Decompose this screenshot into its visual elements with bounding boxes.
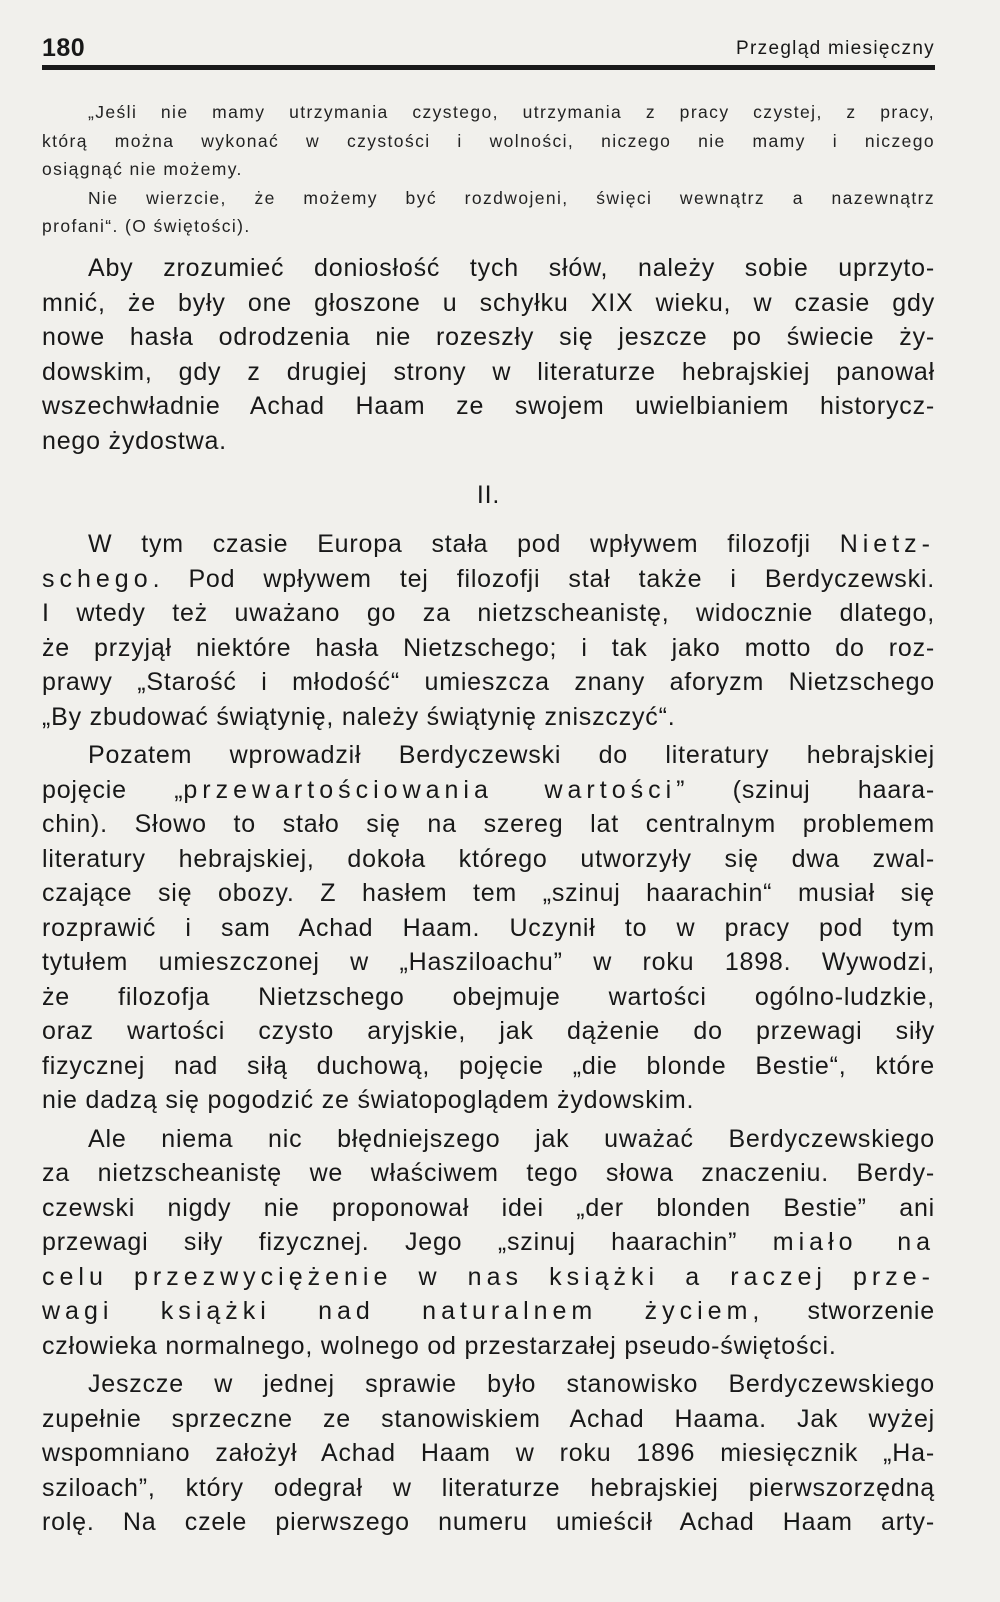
page-header bbox=[42, 34, 935, 64]
text-line: za nietzscheanistę we właściwem tego słowa znaczeniu. Berdy- bbox=[42, 1159, 935, 1187]
header-rule bbox=[42, 65, 935, 70]
text-line: tytułem umieszczonej w „Hasziloachu” w roku 1898. Wywodzi, bbox=[42, 948, 935, 976]
paragraph bbox=[42, 98, 935, 184]
text-line: człowieka normalnego, wolnego od przestarzałej pseudo-świętości. bbox=[42, 1331, 837, 1360]
intro-text bbox=[42, 251, 935, 458]
text-line: czające się obozy. Z hasłem tem „szinuj haarachin“ musiał się bbox=[42, 879, 935, 907]
paragraph bbox=[42, 251, 935, 458]
text-line: rolę. Na czele pierwszego numeru umieścił Achad Haam arty- bbox=[42, 1508, 935, 1536]
text-line: dowskim, gdy z drugiej strony w literaturze hebrajskiej panował bbox=[42, 357, 935, 386]
text-segment: stworzenie bbox=[764, 1297, 935, 1325]
text-line: Aby zrozumieć doniosłość tych słów, należy sobie uprzyto- bbox=[88, 254, 935, 282]
text-line: że przyjął niektóre hasła Nietzschego; i tak jako motto do roz- bbox=[42, 633, 935, 662]
text-line: nego żydostwa. bbox=[42, 426, 227, 455]
text-line: sziloach”, który odegrał w literaturze hebrajskiej pierwszorzędną bbox=[42, 1473, 935, 1502]
text-line: fizycznej nad siłą duchową, pojęcie „die blonde Bestie“, które bbox=[42, 1051, 935, 1080]
quote-block bbox=[42, 98, 935, 241]
text-line: nie dadzą się pogodzić ze światopoglądem żydowskim. bbox=[42, 1086, 695, 1114]
paragraph bbox=[42, 1122, 935, 1364]
text-line bbox=[42, 1260, 935, 1295]
text-line: wspomniano założył Achad Haam w roku 1896 miesięcznik „Ha- bbox=[42, 1439, 935, 1467]
text-line bbox=[42, 1294, 935, 1329]
text-segment: pojęcie „ bbox=[42, 775, 184, 804]
running-title: Przegląd miesięczny bbox=[736, 38, 935, 59]
text-line: literatury hebrajskiej, dokoła którego utworzyły się dwa zwal- bbox=[42, 844, 935, 873]
paragraph bbox=[42, 527, 935, 734]
spaced-emphasis-text: celu przezwyciężenie w nas książki a raczej prze- bbox=[42, 1262, 935, 1291]
text-line: osiągnąć nie możemy. bbox=[42, 159, 243, 180]
text-line: oraz wartości czysto aryjskie, jak dążenie do przewagi siły bbox=[42, 1017, 935, 1045]
spaced-emphasis-text: przewartościowania wartości bbox=[183, 775, 677, 804]
text-line: czewski nigdy nie proponował idei „der blonden Bestie” ani bbox=[42, 1193, 935, 1222]
text-segment: ” (szinuj haara- bbox=[676, 775, 935, 804]
spaced-emphasis-text: Nietz- bbox=[839, 530, 935, 558]
text-line: I wtedy też uważano go za nietzscheanistę, widocznie dlatego, bbox=[42, 599, 935, 627]
text-line: nowe hasła odrodzenia nie rozeszły się jeszcze po świecie ży- bbox=[42, 323, 935, 351]
text-line: Pozatem wprowadził Berdyczewski do literatury hebrajskiej bbox=[88, 741, 935, 769]
text-segment: W tym czasie Europa stała pod wpływem filozofji bbox=[88, 530, 840, 558]
text-line: profani“. (O świętości). bbox=[42, 216, 251, 237]
text-line: chin). Słowo to stało się na szereg lat centralnym problemem bbox=[42, 810, 935, 838]
paragraph bbox=[42, 738, 935, 1118]
section-2-text bbox=[42, 527, 935, 1540]
text-line: „Jeśli nie mamy utrzymania czystego, utrzymania z pracy czystej, z pracy, bbox=[88, 102, 935, 122]
text-line bbox=[42, 562, 935, 597]
text-line: wszechwładnie Achad Haam ze swojem uwielbianiem historycz- bbox=[42, 392, 935, 420]
text-segment: . Pod wpływem tej filozofji stał także i Berdyczewski. bbox=[152, 564, 935, 593]
text-line: Jeszcze w jednej sprawie było stanowisko Berdyczewskiego bbox=[88, 1370, 935, 1398]
page-number: 180 bbox=[42, 34, 86, 62]
text-line bbox=[42, 1225, 935, 1260]
text-line: rozprawić i sam Achad Haam. Uczynił to w pracy pod tym bbox=[42, 913, 935, 942]
text-line bbox=[42, 527, 935, 562]
text-line: Nie wierzcie, że możemy być rozdwojeni, święci wewnątrz a nazewnątrz bbox=[88, 187, 935, 208]
text-line: mnić, że były one głoszone u schyłku XIX wieku, w czasie gdy bbox=[42, 288, 935, 317]
paragraph bbox=[42, 1367, 935, 1540]
paragraph bbox=[42, 184, 935, 241]
text-line: Ale niema nic błędniejszego jak uważać Berdyczewskiego bbox=[88, 1124, 935, 1153]
text-line: że filozofja Nietzschego obejmuje wartości ogólno-ludzkie, bbox=[42, 982, 935, 1011]
spaced-emphasis-text: wagi książki nad naturalnem życiem, bbox=[42, 1297, 765, 1325]
section-heading: II. bbox=[476, 481, 501, 509]
text-line: prawy „Starość i młodość“ umieszcza znany aforyzm Nietzschego bbox=[42, 668, 935, 696]
text-line: którą można wykonać w czystości i wolności, niczego nie mamy i niczego bbox=[42, 130, 935, 151]
spaced-emphasis-text: schego bbox=[42, 564, 153, 593]
spaced-emphasis-text: miało na bbox=[772, 1228, 935, 1256]
text-line bbox=[42, 773, 935, 808]
text-segment: przewagi siły fizycznej. Jego „szinuj haarachin” bbox=[42, 1228, 773, 1256]
text-line: „By zbudować świątynię, należy świątynię zniszczyć“. bbox=[42, 702, 676, 731]
text-line: zupełnie sprzeczne ze stanowiskiem Achad Haama. Jak wyżej bbox=[42, 1404, 935, 1433]
document-page bbox=[42, 0, 935, 1602]
